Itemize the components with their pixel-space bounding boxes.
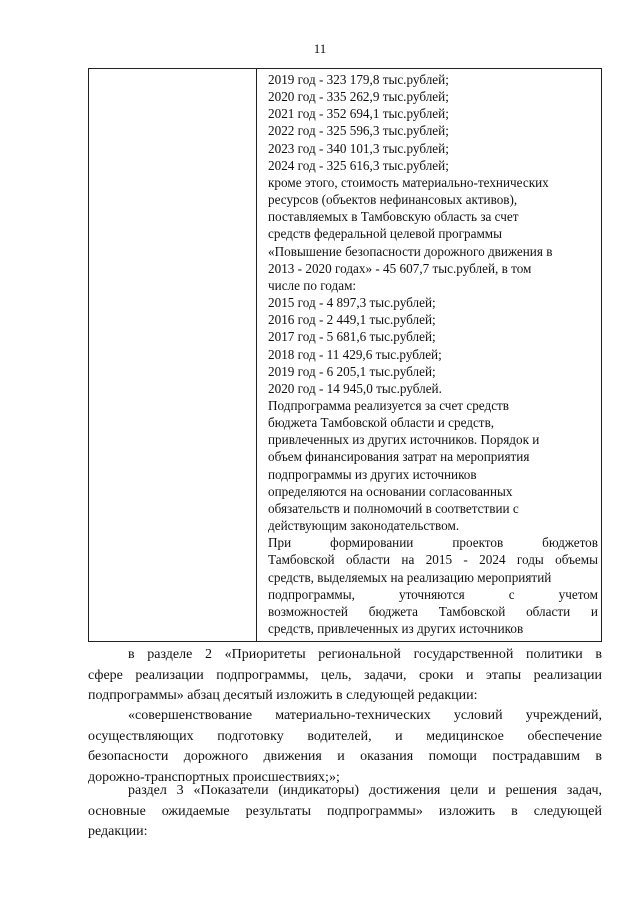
cell-line: 2017 год - 5 681,6 тыс.рублей; [268, 329, 436, 345]
cell-line: Тамбовской области на 2015 - 2024 годы объемы [268, 552, 598, 568]
cell-line: 2021 год - 352 694,1 тыс.рублей; [268, 106, 449, 122]
paragraph-line: «совершенствование материально-технических условий учреждений, [128, 708, 602, 723]
paragraph-section-3 [88, 781, 602, 843]
paragraph-line: сфере реализации подпрограммы, цель, задачи, сроки и этапы реализации [88, 667, 602, 683]
paragraph-line: подпрограммы» абзац десятый изложить в следующей редакции: [88, 688, 478, 703]
cell-line: 2018 год - 11 429,6 тыс.рублей; [268, 346, 442, 362]
cell-line: 2024 год - 325 616,3 тыс.рублей; [268, 157, 449, 173]
cell-line: определяются на основании согласованных [268, 483, 513, 499]
paragraph-line: редакции: [88, 824, 148, 839]
paragraph-line: основные ожидаемые результаты подпрограммы» изложить в следующей [88, 803, 602, 819]
cell-line: объем финансирования затрат на мероприятия [268, 449, 530, 465]
cell-line: поставляемых в Тамбовскую область за счет [268, 209, 519, 225]
cell-line: Подпрограмма реализуется за счет средств [268, 397, 510, 413]
cell-line: 2019 год - 323 179,8 тыс.рублей; [268, 72, 449, 87]
cell-line: подпрограммы из других источников [268, 466, 477, 482]
cell-line: «Повышение безопасности дорожного движения в [268, 243, 553, 259]
cell-line: действующим законодательством. [268, 518, 460, 534]
cell-line: кроме этого, стоимость материально-технических [268, 174, 549, 190]
paragraph-line: в разделе 2 «Приоритеты региональной государственной политики в [128, 647, 602, 662]
cell-line: 2015 год - 4 897,3 тыс.рублей; [268, 295, 436, 311]
cell-line: 2020 год - 14 945,0 тыс.рублей. [268, 380, 442, 396]
cell-line: обязательств и полномочий в соответствии с [268, 500, 519, 516]
cell-line: 2020 год - 335 262,9 тыс.рублей; [268, 89, 449, 105]
cell-line: 2023 год - 340 101,3 тыс.рублей; [268, 140, 449, 156]
paragraph-line: раздел 3 «Показатели (индикаторы) достижения цели и решения задач, [128, 783, 602, 798]
cell-line: возможностей бюджета Тамбовской области и [268, 603, 598, 619]
paragraph-line: безопасности дорожного движения и оказания помощи пострадавшим в [88, 749, 602, 764]
cell-line: средств федеральной целевой программы [268, 226, 503, 242]
cell-line: ресурсов (объектов нефинансовых активов), [268, 192, 518, 208]
paragraph-line: осуществляющих подготовку водителей, и медицинское обеспечение [88, 728, 602, 744]
passport-table [88, 68, 602, 642]
table-column-divider [256, 69, 257, 641]
table-cell-content [268, 71, 598, 637]
paragraph-quote [88, 706, 602, 788]
page-number: 11 [313, 41, 327, 56]
cell-line: средств, выделяемых на реализацию мероприятий [268, 569, 552, 585]
cell-line: бюджета Тамбовской области и средств, [268, 415, 495, 431]
cell-line: 2019 год - 6 205,1 тыс.рублей; [268, 363, 436, 379]
paragraph-section-2 [88, 645, 602, 707]
cell-line: 2013 - 2020 годах» - 45 607,7 тыс.рублей, в том [268, 260, 532, 276]
cell-line: При формировании проектов бюджетов [268, 535, 598, 551]
cell-line: средств, привлеченных из других источников [268, 621, 524, 636]
paragraph-line: дорожно-транспортных происшествиях;»; [88, 769, 340, 785]
cell-line: подпрограммы, уточняются с учетом [268, 586, 598, 602]
cell-line: числе по годам: [268, 277, 357, 293]
cell-line: 2022 год - 325 596,3 тыс.рублей; [268, 123, 449, 139]
cell-line: привлеченных из других источников. Порядок и [268, 432, 540, 448]
cell-line: 2016 год - 2 449,1 тыс.рублей; [268, 312, 436, 328]
